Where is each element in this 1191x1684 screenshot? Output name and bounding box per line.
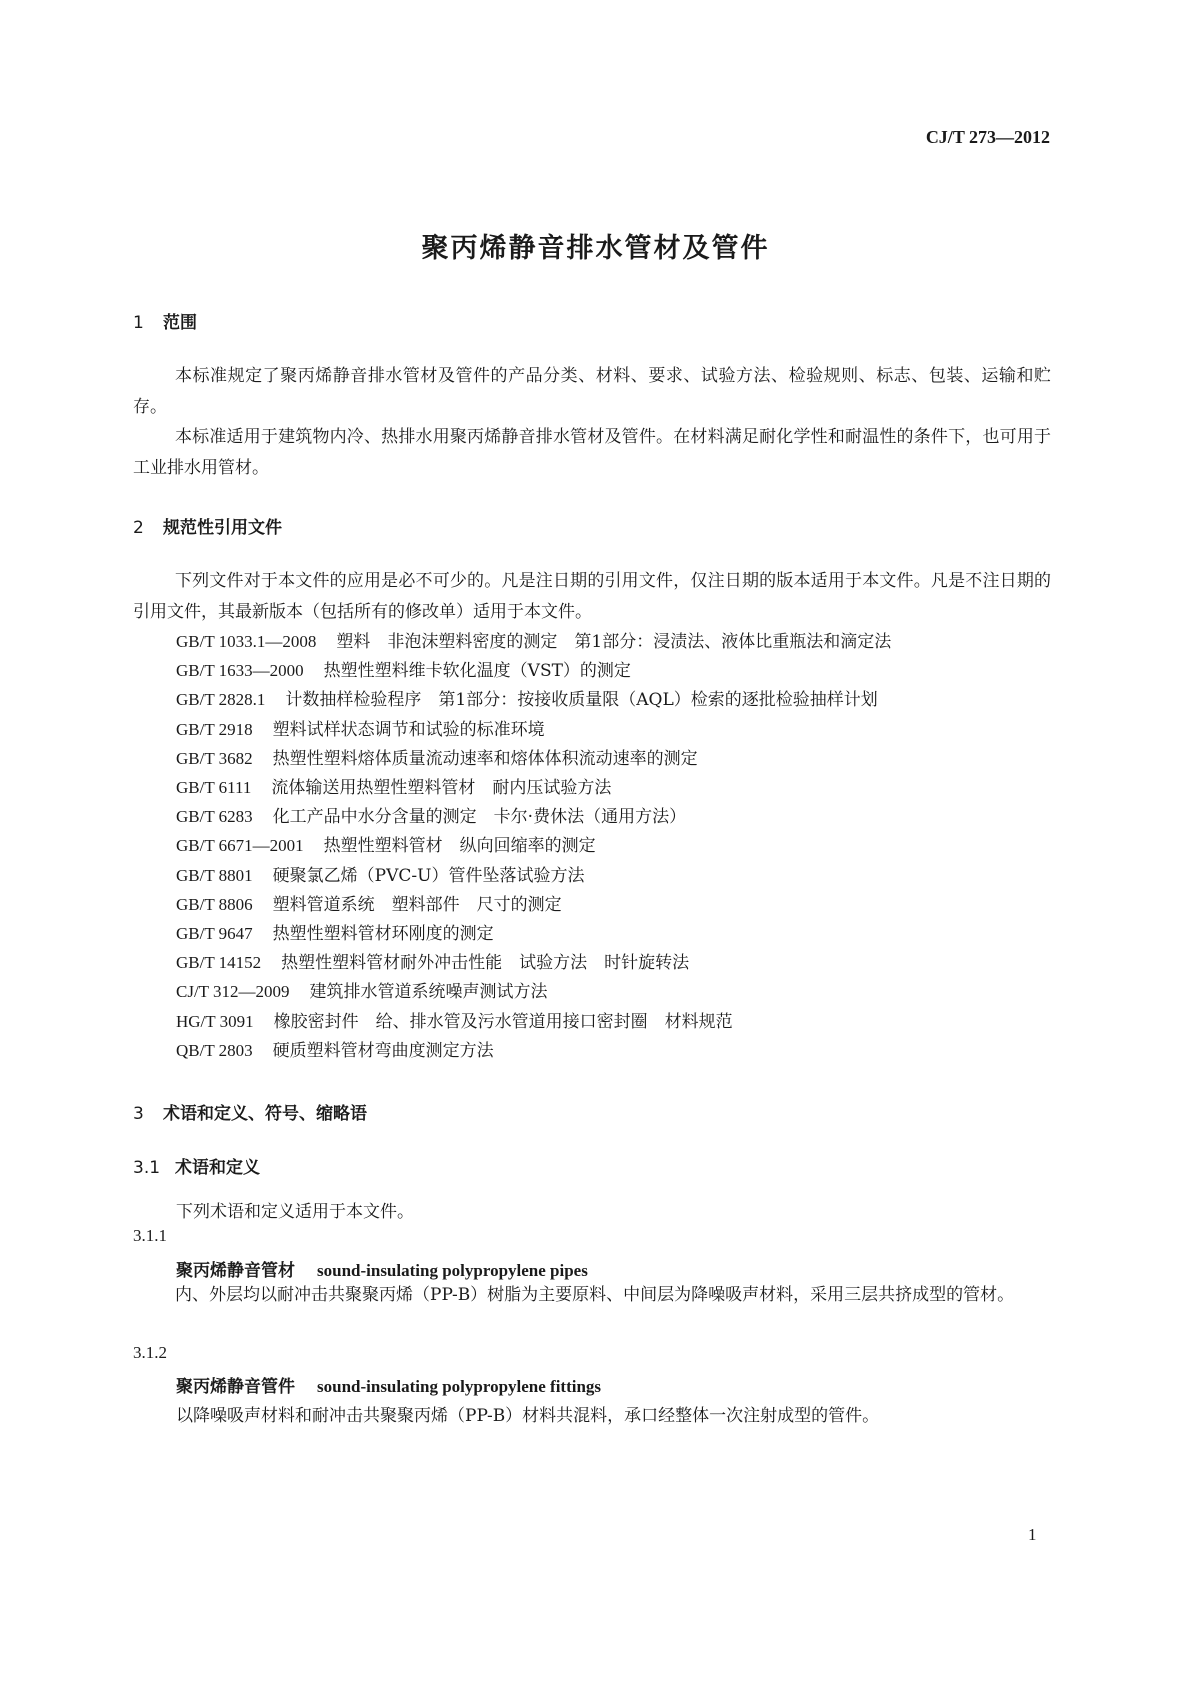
section-number: 2 bbox=[133, 518, 144, 538]
reference-code: GB/T 6671—2001 bbox=[176, 836, 304, 855]
term-title bbox=[176, 1372, 601, 1397]
term-zh: 聚丙烯静音管件 bbox=[176, 1377, 295, 1397]
term-number: 3.1.1 bbox=[133, 1226, 167, 1245]
reference-item bbox=[176, 715, 545, 740]
reference-code: GB/T 1633—2000 bbox=[176, 661, 304, 680]
reference-title: 热塑性塑料维卡软化温度（VST）的测定 bbox=[323, 661, 631, 681]
reference-item bbox=[176, 773, 611, 798]
reference-code: CJ/T 312—2009 bbox=[176, 982, 290, 1001]
reference-title: 硬质塑料管材弯曲度测定方法 bbox=[272, 1041, 494, 1061]
term-en: sound-insulating polypropylene pipes bbox=[317, 1261, 588, 1280]
section-1-heading bbox=[133, 308, 197, 333]
reference-item bbox=[176, 977, 548, 1002]
reference-code: GB/T 1033.1—2008 bbox=[176, 632, 317, 651]
reference-code: GB/T 6111 bbox=[176, 778, 252, 797]
reference-code: GB/T 8806 bbox=[176, 895, 253, 914]
section-title: 术语和定义、符号、缩略语 bbox=[163, 1104, 367, 1124]
reference-title: 计数抽样检验程序 第1部分：按接收质量限（AQL）检索的逐批检验抽样计划 bbox=[285, 690, 878, 710]
reference-title: 热塑性塑料管材耐外冲击性能 试验方法 时针旋转法 bbox=[281, 953, 690, 973]
term-definition: 内、外层均以耐冲击共聚聚丙烯（PP-B）树脂为主要原料、中间层为降噪吸声材料，采用三层共挤成型的管材。 bbox=[175, 1285, 1015, 1305]
section-2-heading bbox=[133, 513, 282, 538]
reference-item bbox=[176, 861, 584, 886]
reference-item bbox=[176, 656, 631, 681]
reference-item bbox=[176, 919, 494, 944]
reference-code: GB/T 2918 bbox=[176, 720, 253, 739]
scope-paragraph-2: 本标准适用于建筑物内冷、热排水用聚丙烯静音排水管材及管件。在材料满足耐化学性和耐温性的条件下，也可用于工业排水用管材。 bbox=[133, 427, 1051, 478]
reference-title: 硬聚氯乙烯（PVC-U）管件坠落试验方法 bbox=[272, 866, 585, 886]
reference-item bbox=[176, 685, 878, 710]
terms-intro: 下列术语和定义适用于本文件。 bbox=[176, 1202, 414, 1222]
reference-title: 橡胶密封件 给、排水管及污水管道用接口密封圈 材料规范 bbox=[273, 1012, 733, 1032]
term-definition: 以降噪吸声材料和耐冲击共聚聚丙烯（PP-B）材料共混料，承口经整体一次注射成型的管件。 bbox=[176, 1406, 880, 1426]
reference-item bbox=[176, 802, 686, 827]
subsection-number: 3.1 bbox=[133, 1158, 161, 1178]
subsection-3-1-heading bbox=[133, 1153, 260, 1178]
section-3-heading bbox=[133, 1099, 367, 1124]
section-number: 1 bbox=[133, 313, 144, 333]
reference-code: GB/T 14152 bbox=[176, 953, 262, 972]
reference-code: GB/T 8801 bbox=[176, 866, 253, 885]
reference-code: GB/T 6283 bbox=[176, 807, 253, 826]
document-title: 聚丙烯静音排水管材及管件 bbox=[421, 233, 770, 264]
reference-title: 流体输送用热塑性塑料管材 耐内压试验方法 bbox=[271, 778, 612, 798]
reference-item bbox=[176, 1036, 494, 1061]
term-title bbox=[176, 1256, 588, 1281]
reference-code: HG/T 3091 bbox=[176, 1012, 254, 1031]
reference-item bbox=[176, 890, 562, 915]
reference-code: GB/T 2828.1 bbox=[176, 690, 266, 709]
reference-title: 塑料 非泡沫塑料密度的测定 第1部分：浸渍法、液体比重瓶法和滴定法 bbox=[336, 632, 892, 652]
section-number: 3 bbox=[133, 1104, 144, 1124]
reference-code: GB/T 3682 bbox=[176, 749, 253, 768]
page-number: 1 bbox=[1028, 1525, 1037, 1544]
reference-title: 热塑性塑料管材环刚度的测定 bbox=[272, 924, 494, 944]
section-title: 规范性引用文件 bbox=[163, 518, 282, 538]
reference-item bbox=[176, 831, 596, 856]
reference-title: 塑料试样状态调节和试验的标准环境 bbox=[272, 720, 545, 740]
reference-item bbox=[176, 627, 891, 652]
references-intro: 下列文件对于本文件的应用是必不可少的。凡是注日期的引用文件，仅注日期的版本适用于本文件。凡是不注日期的引用文件，其最新版本（包括所有的修改单）适用于本文件。 bbox=[133, 571, 1051, 622]
reference-item bbox=[176, 744, 698, 769]
scope-paragraph-1: 本标准规定了聚丙烯静音排水管材及管件的产品分类、材料、要求、试验方法、检验规则、标志、包装、运输和贮存。 bbox=[133, 366, 1051, 417]
reference-title: 热塑性塑料熔体质量流动速率和熔体体积流动速率的测定 bbox=[272, 749, 698, 769]
term-en: sound-insulating polypropylene fittings bbox=[317, 1377, 602, 1396]
subsection-title: 术语和定义 bbox=[175, 1158, 260, 1178]
reference-item bbox=[176, 948, 689, 973]
standard-code: CJ/T 273—2012 bbox=[925, 127, 1050, 147]
section-title: 范围 bbox=[163, 313, 197, 333]
term-number: 3.1.2 bbox=[133, 1343, 167, 1362]
reference-code: GB/T 9647 bbox=[176, 924, 253, 943]
reference-title: 化工产品中水分含量的测定 卡尔·费休法（通用方法） bbox=[272, 807, 687, 827]
reference-code: QB/T 2803 bbox=[176, 1041, 253, 1060]
reference-title: 塑料管道系统 塑料部件 尺寸的测定 bbox=[272, 895, 562, 915]
term-zh: 聚丙烯静音管材 bbox=[176, 1261, 295, 1281]
reference-title: 建筑排水管道系统噪声测试方法 bbox=[309, 982, 548, 1002]
reference-item bbox=[176, 1007, 733, 1032]
reference-title: 热塑性塑料管材 纵向回缩率的测定 bbox=[323, 836, 596, 856]
